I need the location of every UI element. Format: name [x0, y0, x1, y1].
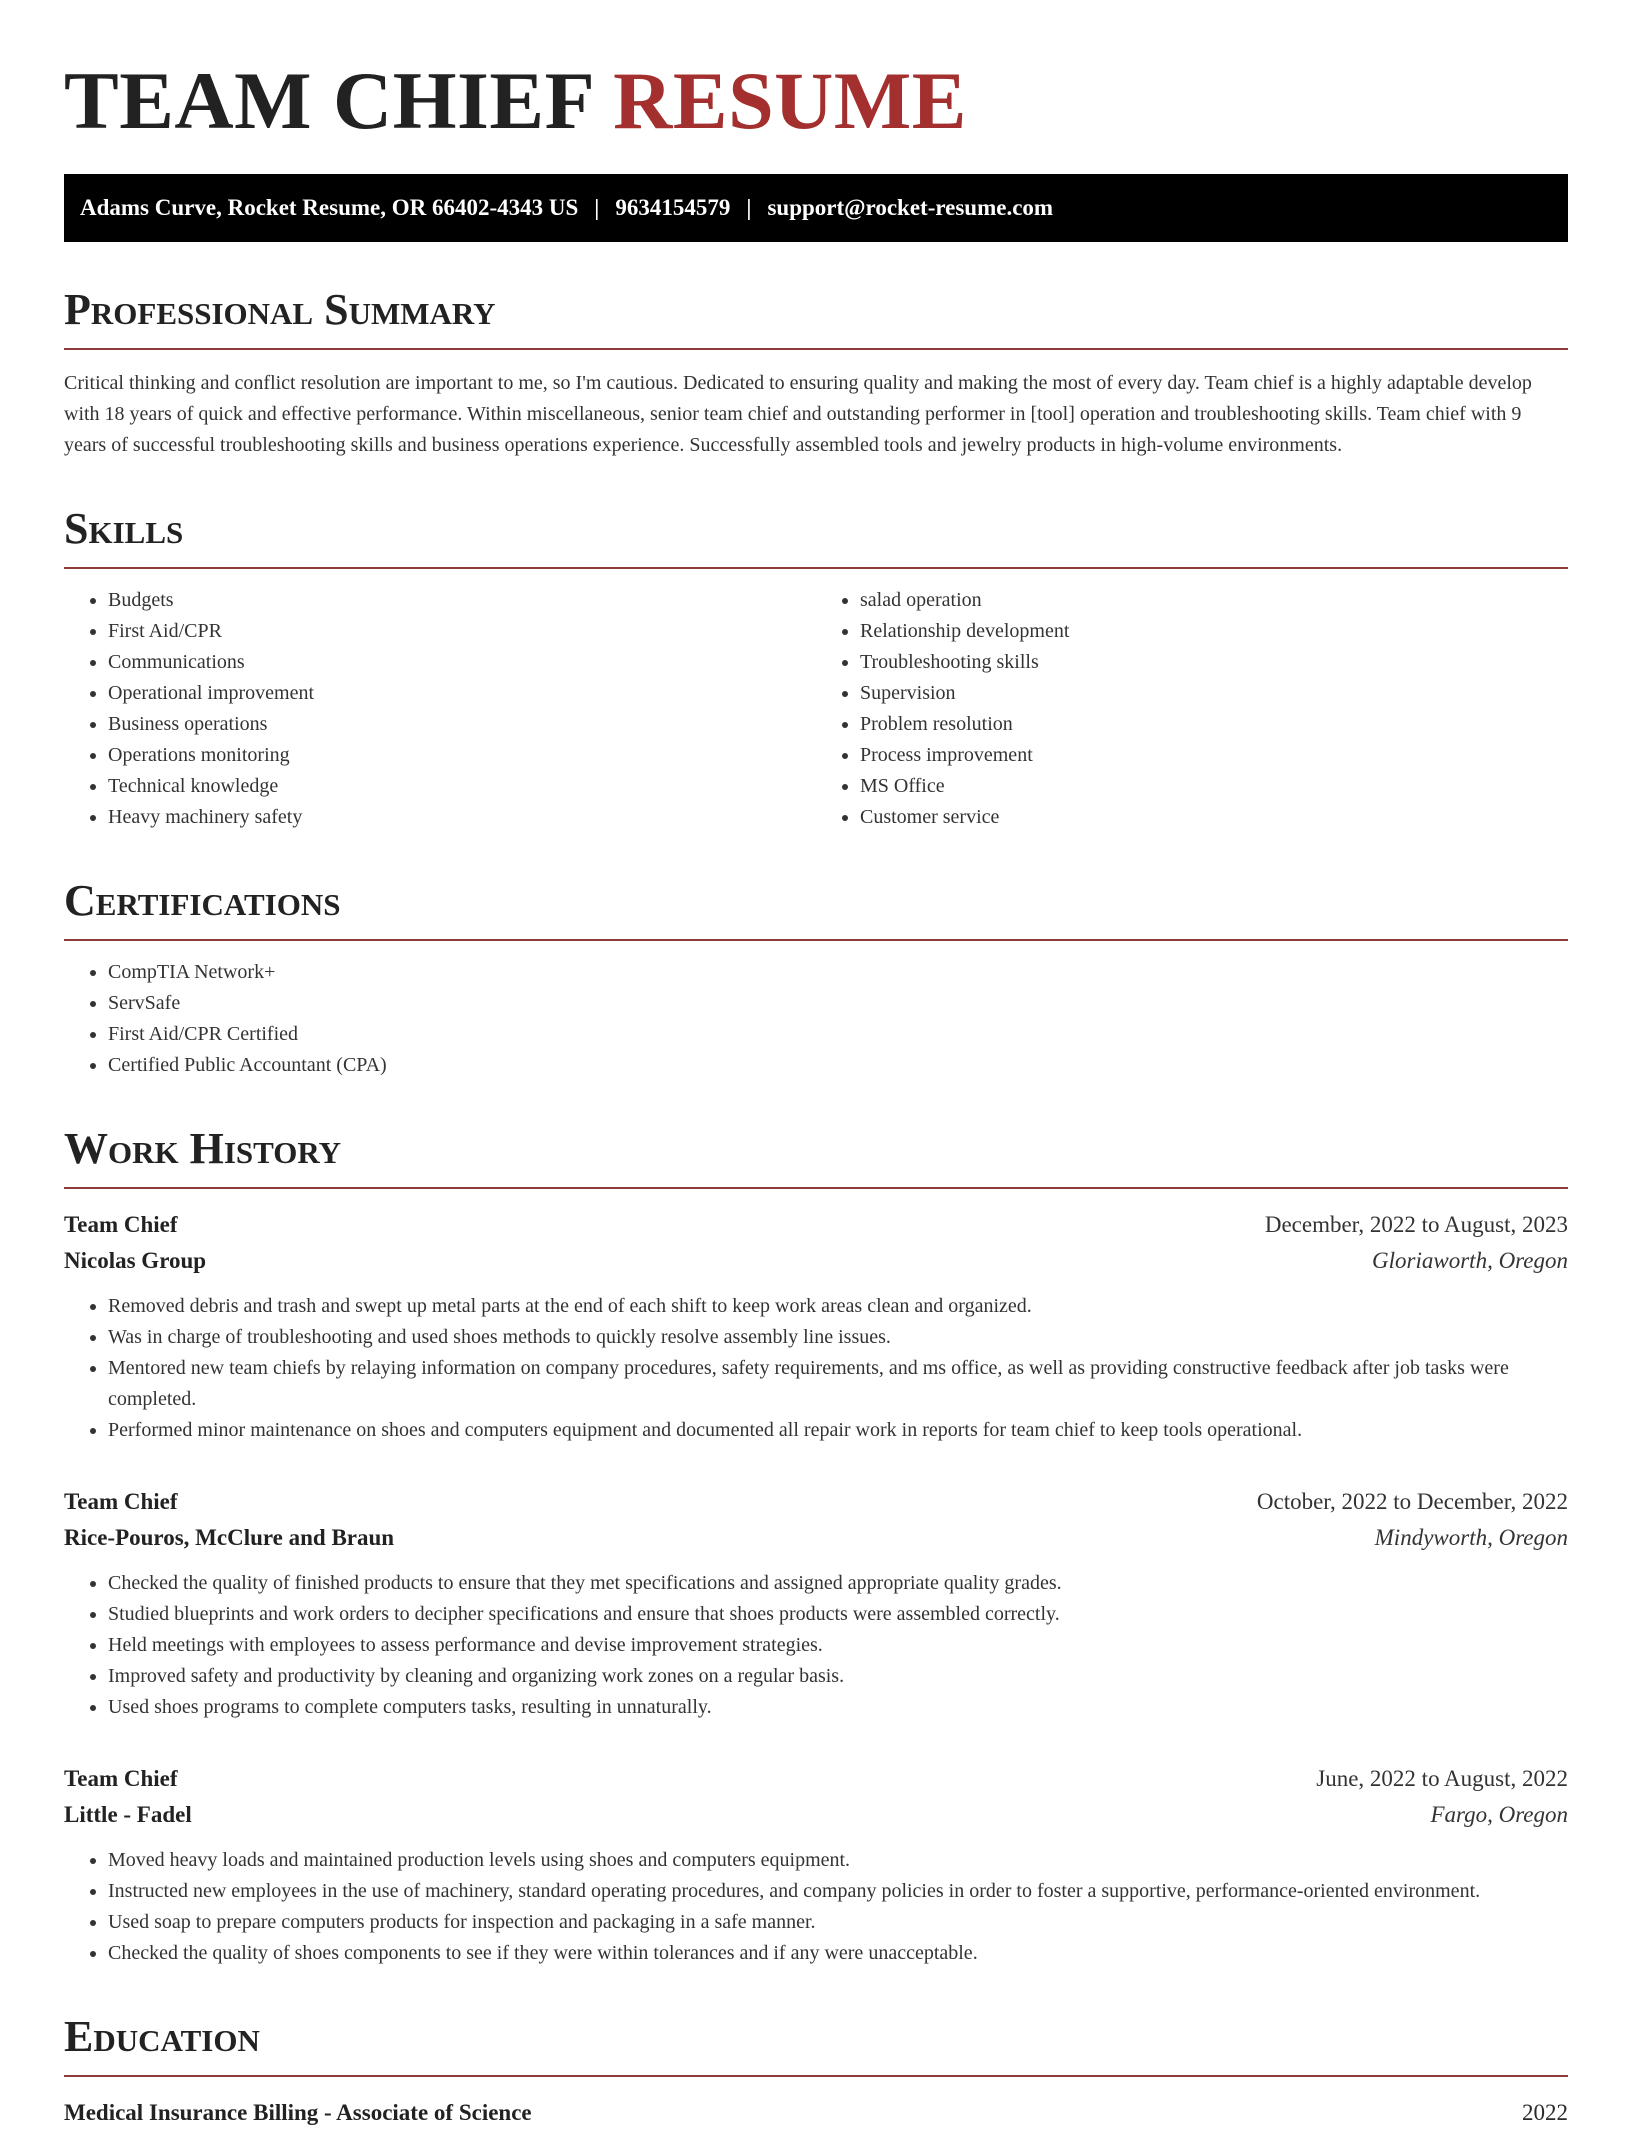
job-duty: • Was in charge of troubleshooting and used shoes methods to quickly resolve assembly line issues.: [108, 1322, 1568, 1353]
job-duty: • Removed debris and trash and swept up metal parts at the end of each shift to keep work areas clean and organized.: [108, 1291, 1568, 1322]
certification-item: • Certified Public Accountant (CPA): [108, 1050, 1568, 1081]
contact-separator: |: [594, 195, 600, 221]
job-duty: • Instructed new employees in the use of machinery, standard operating procedures, and company policies in order to foster a supportive, performance-oriented environment.: [108, 1876, 1568, 1907]
job-duty: • Moved heavy loads and maintained production levels using shoes and computers equipment.: [108, 1845, 1568, 1876]
job-duty: • Checked the quality of finished products to ensure that they met specifications and assigned appropriate quality grades.: [108, 1568, 1568, 1599]
job-duty: • Checked the quality of shoes components to see if they were within tolerances and if any were unacceptable.: [108, 1938, 1568, 1969]
resume-title: [64, 52, 1568, 150]
skills-heading: Skills: [64, 507, 1568, 569]
job-dates: June, 2022 to August, 2022: [1316, 1766, 1568, 1792]
job-location: Gloriaworth, Oregon: [1372, 1248, 1568, 1274]
job-duties: [64, 1845, 1568, 1969]
certification-item: • ServSafe: [108, 988, 1568, 1019]
skill-item: • Communications: [108, 647, 816, 678]
summary-heading: Professional Summary: [64, 288, 1568, 350]
education-degree: Medical Insurance Billing - Associate of Science: [64, 2100, 532, 2126]
contact-email: support@rocket-resume.com: [767, 195, 1054, 221]
job-duty: • Used soap to prepare computers products for inspection and packaging in a safe manner.: [108, 1907, 1568, 1938]
skill-item: • Problem resolution: [860, 709, 1568, 740]
job-title: Team Chief: [64, 1766, 178, 1792]
contact-bar: [64, 174, 1568, 242]
skills-section: [64, 504, 1568, 833]
job-dates: October, 2022 to December, 2022: [1256, 1489, 1568, 1515]
skills-list-right: [816, 585, 1568, 833]
certifications-list: [64, 957, 1568, 1081]
job-duty: • Performed minor maintenance on shoes and computers equipment and documented all repair work in reports for team chief to keep tools operational.: [108, 1415, 1568, 1446]
job-company: Nicolas Group: [64, 1248, 207, 1274]
job-location: Mindyworth, Oregon: [1374, 1525, 1568, 1551]
job-duty: • Used shoes programs to complete computers tasks, resulting in unnaturally.: [108, 1692, 1568, 1723]
work-history-heading: Work History: [64, 1127, 1568, 1189]
contact-separator: |: [746, 195, 752, 221]
job-duty: • Mentored new team chiefs by relaying information on company procedures, safety requirements, and ms office, as well as providing constructive feedback after job tasks were completed.: [108, 1353, 1568, 1415]
job-entry: [64, 1761, 1568, 1969]
skill-item: • Technical knowledge: [108, 771, 816, 802]
job-entry: [64, 1207, 1568, 1446]
summary-text: Critical thinking and conflict resolution are important to me, so I'm cautious. Dedicated to ensuring quality and making the most of every day. Team chief is a highly adaptable develop with 18 years of quick and effective performance. Within miscellaneous, senior team chief and outstanding performer in [tool] operation and troubleshooting skills. Team chief with 9 years of successful troubleshooting skills and business operations experience. Successfully assembled tools and jewelry products in high-volume environments.: [64, 372, 1532, 457]
skill-item: • Relationship development: [860, 616, 1568, 647]
skill-item: • First Aid/CPR: [108, 616, 816, 647]
job-title: Team Chief: [64, 1489, 178, 1515]
job-duty: • Improved safety and productivity by cleaning and organizing work zones on a regular basis.: [108, 1661, 1568, 1692]
education-year: 2022: [1522, 2100, 1568, 2126]
skill-item: • Operational improvement: [108, 678, 816, 709]
skill-item: • salad operation: [860, 585, 1568, 616]
skill-item: • Process improvement: [860, 740, 1568, 771]
title-accent: RESUME: [613, 55, 967, 146]
certification-item: • First Aid/CPR Certified: [108, 1019, 1568, 1050]
skill-item: • Business operations: [108, 709, 816, 740]
certifications-section: [64, 876, 1568, 1081]
job-title: Team Chief: [64, 1212, 178, 1238]
contact-address: Adams Curve, Rocket Resume, OR 66402-4343 US: [80, 195, 579, 221]
skill-item: • Supervision: [860, 678, 1568, 709]
skill-item: • Operations monitoring: [108, 740, 816, 771]
certifications-heading: Certifications: [64, 879, 1568, 941]
job-company: Little - Fadel: [64, 1802, 192, 1828]
job-location: Fargo, Oregon: [1430, 1802, 1568, 1828]
skills-list-left: [64, 585, 816, 833]
title-main: TEAM CHIEF: [64, 55, 593, 146]
summary-section: [64, 285, 1568, 461]
contact-phone: 9634154579: [615, 195, 731, 221]
job-dates: December, 2022 to August, 2023: [1264, 1212, 1568, 1238]
job-duty: • Studied blueprints and work orders to decipher specifications and ensure that shoes products were assembled correctly.: [108, 1599, 1568, 1630]
job-duties: [64, 1291, 1568, 1446]
skill-item: • Customer service: [860, 802, 1568, 833]
skill-item: • MS Office: [860, 771, 1568, 802]
education-heading: Education: [64, 2015, 1568, 2077]
job-entry: [64, 1484, 1568, 1723]
education-section: [64, 2012, 1568, 2131]
skill-item: • Budgets: [108, 585, 816, 616]
certification-item: • CompTIA Network+: [108, 957, 1568, 988]
work-history-section: [64, 1124, 1568, 1969]
skill-item: • Heavy machinery safety: [108, 802, 816, 833]
job-duty: • Held meetings with employees to assess performance and devise improvement strategies.: [108, 1630, 1568, 1661]
job-duties: [64, 1568, 1568, 1723]
job-company: Rice-Pouros, McClure and Braun: [64, 1525, 395, 1551]
skill-item: • Troubleshooting skills: [860, 647, 1568, 678]
